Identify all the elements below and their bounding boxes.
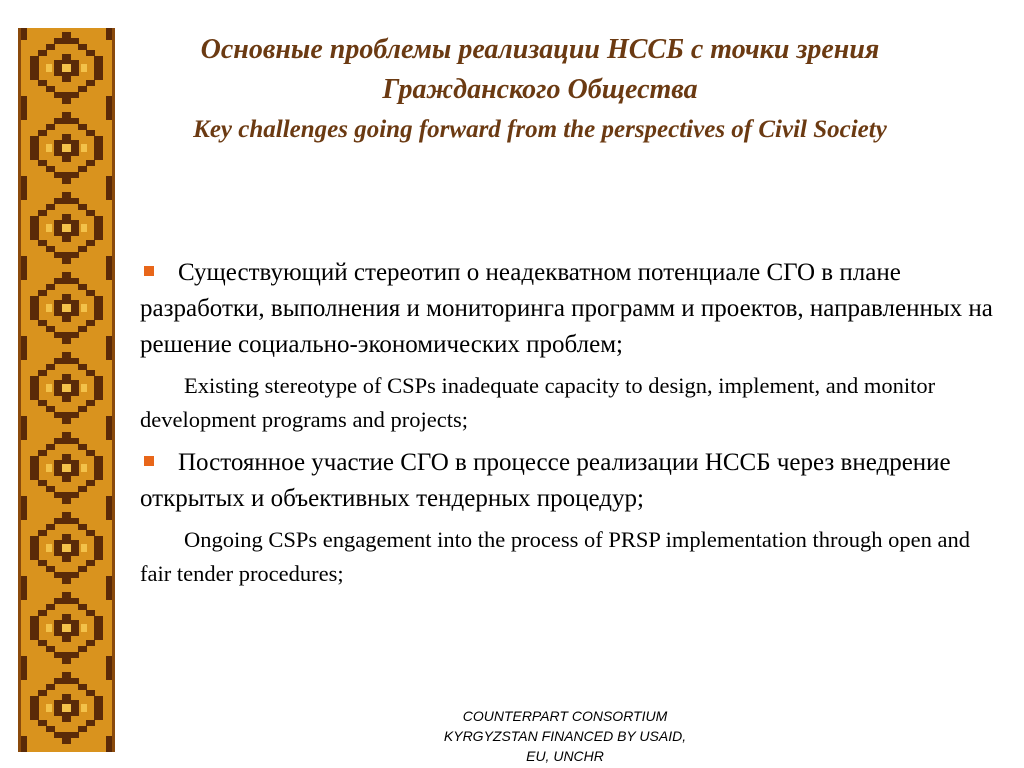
bullet-text-russian: Постоянное участие СГО в процессе реализации НССБ через внедрение открытых и объективных тендерных процедур; xyxy=(140,449,951,512)
square-bullet-icon xyxy=(144,266,154,276)
bullet-item-2 xyxy=(140,445,1000,591)
slide-title-russian: Основные проблемы реализации НССБ с точки зрения Гражданского Общества xyxy=(200,34,880,105)
square-bullet-icon xyxy=(144,456,154,466)
bullet-text-russian: Существующий стереотип о неадекватном потенциале СГО в плане разработки, выполнения и мониторинга программ и проектов, направленных на решение социально-экономических проблем; xyxy=(140,259,993,358)
slide-title-english: Key challenges going forward from the perspectives of Civil Society xyxy=(193,116,887,143)
footer-line-2: KYRGYZSTAN FINANCED BY USAID, xyxy=(443,728,687,744)
ornament-pattern xyxy=(21,28,112,752)
footer-credits xyxy=(400,706,730,766)
bullet-item-1 xyxy=(140,255,1000,437)
slide-content xyxy=(140,255,1000,599)
bullet-text-english: Ongoing CSPs engagement into the process of PRSP implementation through open and fair tender procedures; xyxy=(140,527,970,586)
decorative-ornament-border xyxy=(18,28,115,752)
bullet-text-english: Existing stereotype of CSPs inadequate capacity to design, implement, and monitor development programs and projects; xyxy=(140,373,936,432)
footer-line-1: COUNTERPART CONSORTIUM xyxy=(462,708,668,724)
footer-line-3: EU, UNCHR xyxy=(526,748,604,764)
